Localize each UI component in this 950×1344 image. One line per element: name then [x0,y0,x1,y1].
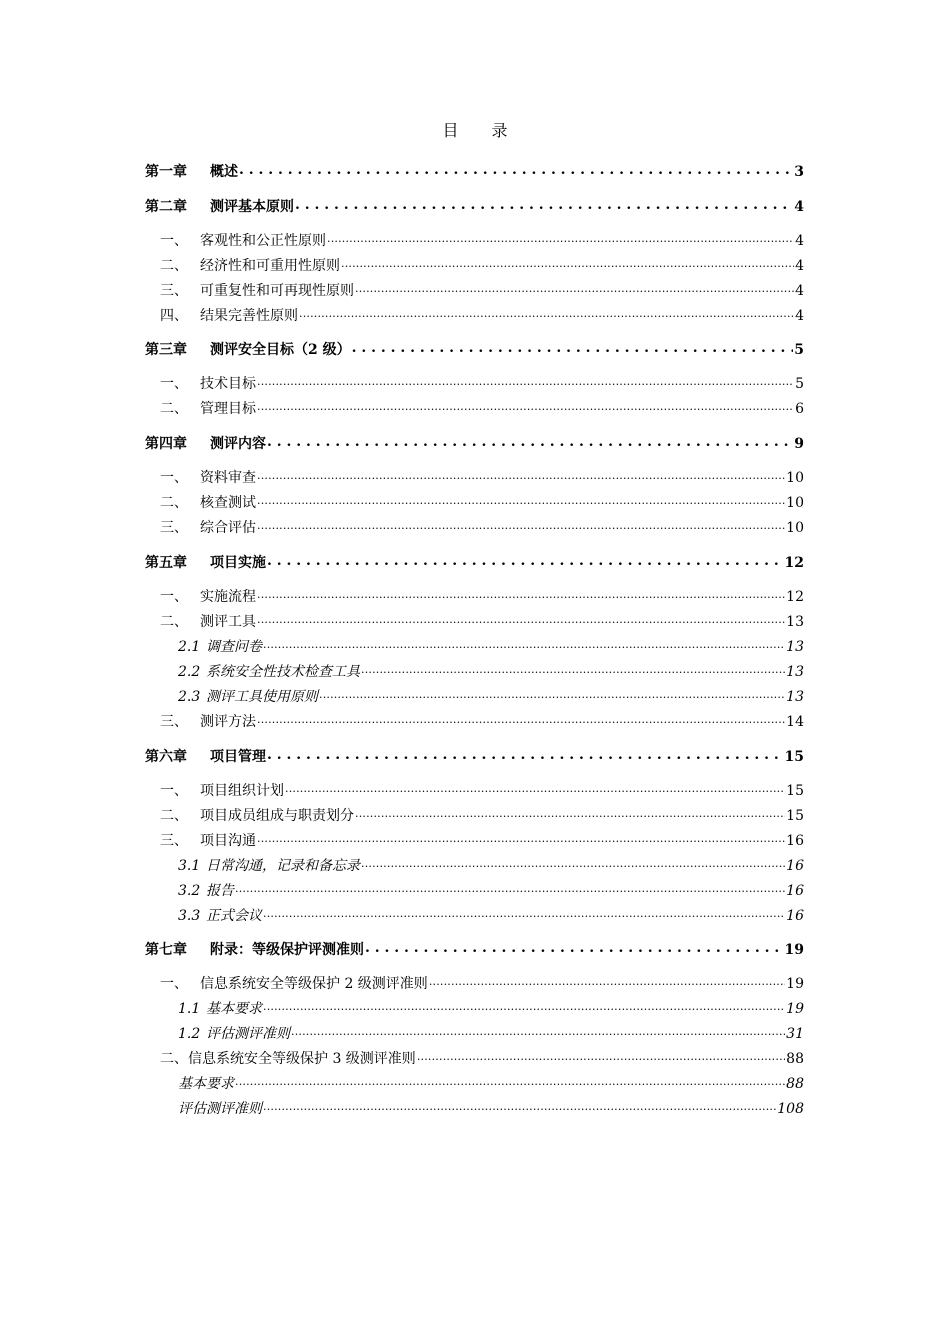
toc-entry-page: 15 [786,783,804,799]
toc-entry-number: 2.3 [178,689,201,705]
toc-entry-page: 4 [795,233,804,249]
toc-entry-number: 一、 [160,233,188,249]
toc-entry-label: 测评工具 [200,614,256,630]
toc-entry-label: 实施流程 [200,589,256,605]
dot-leader [239,162,793,176]
toc-entry-page: 88 [786,1076,804,1092]
toc-entry-label: 日常沟通，记录和备忘录 [206,858,360,874]
toc-entry-page: 13 [786,639,804,655]
toc-entry-number: 第五章 [145,555,187,571]
toc-entry-number: 第一章 [145,164,187,180]
toc-entry-label: 附录：等级保护评测准则 [210,942,364,958]
toc-entry-number: 一、 [160,589,188,605]
dot-leader [361,662,785,676]
toc-entry-page: 19 [786,976,804,992]
toc-entry[interactable] [178,1023,804,1043]
toc-entry-page: 10 [786,470,804,486]
dot-leader [257,712,785,726]
toc-entry-label: 客观性和公正性原则 [200,233,326,249]
toc-entry-label: 概述 [210,164,238,180]
toc-entry[interactable] [160,230,804,250]
dot-leader [417,1049,785,1063]
toc-entry[interactable] [178,686,804,706]
toc-entry[interactable] [178,905,804,925]
toc-entry-number: 一、 [160,376,188,392]
dot-leader [257,612,785,626]
toc-entry-page: 16 [786,833,804,849]
toc-entry-page: 9 [794,436,804,452]
dot-leader [285,781,785,795]
toc-entry[interactable] [178,880,804,900]
toc-entry-number: 二、 [160,808,188,824]
toc-entry-label: 基本要求 [206,1001,262,1017]
toc-entry[interactable] [178,636,804,656]
toc-entry-label: 正式会议 [206,908,262,924]
toc-entry[interactable] [160,611,804,631]
dot-leader [429,974,785,988]
toc-entry-number: 四、 [160,308,188,324]
dot-leader [352,340,794,354]
dot-leader [319,687,785,701]
toc-entry-label: 评估测评准则 [178,1101,262,1117]
toc-entry[interactable] [145,746,804,766]
toc-entry-page: 4 [795,258,804,274]
toc-entry-label: 核查测试 [200,495,256,511]
toc-entry-number: 第三章 [145,342,187,358]
toc-entry-number: 第七章 [145,942,187,958]
dot-leader [263,999,785,1013]
toc-entry-label: 信息系统安全等级保护 2 级测评准则 [200,976,428,992]
toc-entry[interactable] [178,855,804,875]
toc-entry[interactable] [145,552,804,572]
toc-entry-label: 测评内容 [210,436,266,452]
dot-leader [355,806,785,820]
toc-entry[interactable] [160,780,804,800]
toc-entry-page: 5 [794,342,804,358]
toc-title: 目 录 [442,121,522,140]
toc-entry-number: 第四章 [145,436,187,452]
dot-leader [257,399,794,413]
toc-entry-number: 2.2 [178,664,201,680]
toc-entry-page: 10 [786,520,804,536]
toc-entry-label: 经济性和可重用性原则 [200,258,340,274]
toc-entry[interactable] [160,1048,804,1068]
dot-leader [257,518,785,532]
toc-entry-page: 10 [786,495,804,511]
toc-entry-number: 第二章 [145,199,187,215]
toc-entry-page: 88 [786,1051,804,1067]
toc-entry-label: 测评安全目标（2 级） [210,342,351,358]
toc-entry[interactable] [160,711,804,731]
toc-entry-label: 评估测评准则 [206,1026,290,1042]
toc-entry[interactable] [145,939,804,959]
dot-leader [267,553,784,567]
toc-entry-page: 3 [794,164,804,180]
toc-entry-page: 13 [786,689,804,705]
toc-entry-page: 15 [784,749,804,765]
toc-entry-number: 第六章 [145,749,187,765]
dot-leader [257,493,785,507]
dot-leader [365,940,784,954]
toc-entry-number: 二、 [160,614,188,630]
dot-leader [267,747,784,761]
toc-entry-label: 基本要求 [178,1076,234,1092]
toc-entry-label: 测评基本原则 [210,199,294,215]
toc-entry-page: 5 [795,376,804,392]
toc-entry[interactable] [145,339,804,359]
toc-entry-number: 一、 [160,783,188,799]
toc-entry-label: 测评方法 [200,714,256,730]
dot-leader [295,197,793,211]
toc-entry-number: 3.2 [178,883,201,899]
toc-entry-page: 4 [795,308,804,324]
toc-entry-page: 15 [786,808,804,824]
toc-entry-label: 项目实施 [210,555,266,571]
toc-entry-label: 项目管理 [210,749,266,765]
toc-entry[interactable] [145,433,804,453]
toc-entry-page: 108 [777,1101,804,1117]
toc-entry-label: 测评工具使用原则 [206,689,318,705]
dot-leader [291,1024,785,1038]
toc-entry-label: 技术目标 [200,376,256,392]
toc-entry-page: 6 [795,401,804,417]
dot-leader [327,231,794,245]
toc-entry[interactable] [160,398,804,418]
toc-entry[interactable] [160,373,804,393]
dot-leader [257,831,785,845]
toc-entry-label: 管理目标 [200,401,256,417]
dot-leader [263,906,785,920]
toc-entry-page: 19 [784,942,804,958]
dot-leader [257,374,794,388]
toc-entry[interactable] [160,280,804,300]
toc-entry[interactable] [160,586,804,606]
dot-leader [341,256,794,270]
toc-entry-number: 3.3 [178,908,201,924]
toc-entry[interactable] [160,973,804,993]
toc-entry-label: 项目成员组成与职责划分 [200,808,354,824]
toc-entry-page: 4 [795,283,804,299]
toc-entry-page: 19 [786,1001,804,1017]
toc-entry-page: 16 [786,858,804,874]
toc-entry[interactable] [160,805,804,825]
toc-entry-number: 一、 [160,976,188,992]
toc-entry[interactable] [160,467,804,487]
toc-entry-number: 3.1 [178,858,201,874]
toc-entry-page: 16 [786,883,804,899]
toc-entry[interactable] [160,492,804,512]
toc-entry-number: 三、 [160,714,188,730]
toc-entry-page: 31 [786,1026,804,1042]
toc-entry-page: 12 [786,589,804,605]
dot-leader [263,1099,776,1113]
toc-entry-page: 12 [784,555,804,571]
toc-entry-number: 二、 [160,258,188,274]
toc-entry-label: 可重复性和可再现性原则 [200,283,354,299]
toc-entry-label: 综合评估 [200,520,256,536]
toc-entry-number: 三、 [160,283,188,299]
toc-entry[interactable] [145,196,804,216]
toc-entry-page: 4 [794,199,804,215]
toc-entry-label: 结果完善性原则 [200,308,298,324]
dot-leader [257,468,785,482]
toc-entry[interactable] [145,161,804,181]
toc-entry-number: 1.2 [178,1026,201,1042]
toc-entry-label: 项目沟通 [200,833,256,849]
toc-entry-number: 二、 [160,401,188,417]
toc-entry[interactable] [160,255,804,275]
toc-entry[interactable] [178,1098,804,1118]
toc-entry[interactable] [178,1073,804,1093]
toc-entry-page: 14 [786,714,804,730]
dot-leader [235,881,785,895]
toc-entry-number: 1.1 [178,1001,201,1017]
toc-entry[interactable] [178,998,804,1018]
toc-entry-number: 三、 [160,833,188,849]
toc-entry-page: 13 [786,614,804,630]
toc-entry-number: 2.1 [178,639,201,655]
toc-entry-label: 系统安全性技术检查工具 [206,664,360,680]
toc-entry-label: 项目组织计划 [200,783,284,799]
toc-entry[interactable] [160,517,804,537]
toc-entry-label: 报告 [206,883,234,899]
toc-entry-number: 一、 [160,470,188,486]
toc-entry-label: 二、信息系统安全等级保护 3 级测评准则 [160,1051,416,1067]
toc-entry-number: 二、 [160,495,188,511]
dot-leader [355,281,794,295]
toc-entry-label: 资料审查 [200,470,256,486]
toc-entry[interactable] [178,661,804,681]
toc-entry-number: 三、 [160,520,188,536]
dot-leader [257,587,785,601]
dot-leader [235,1074,785,1088]
dot-leader [361,856,785,870]
toc-entry-page: 13 [786,664,804,680]
toc-entry[interactable] [160,830,804,850]
dot-leader [263,637,785,651]
toc-entry[interactable] [160,305,804,325]
toc-entry-label: 调查问卷 [206,639,262,655]
dot-leader [299,306,794,320]
dot-leader [267,434,793,448]
toc-entry-page: 16 [786,908,804,924]
